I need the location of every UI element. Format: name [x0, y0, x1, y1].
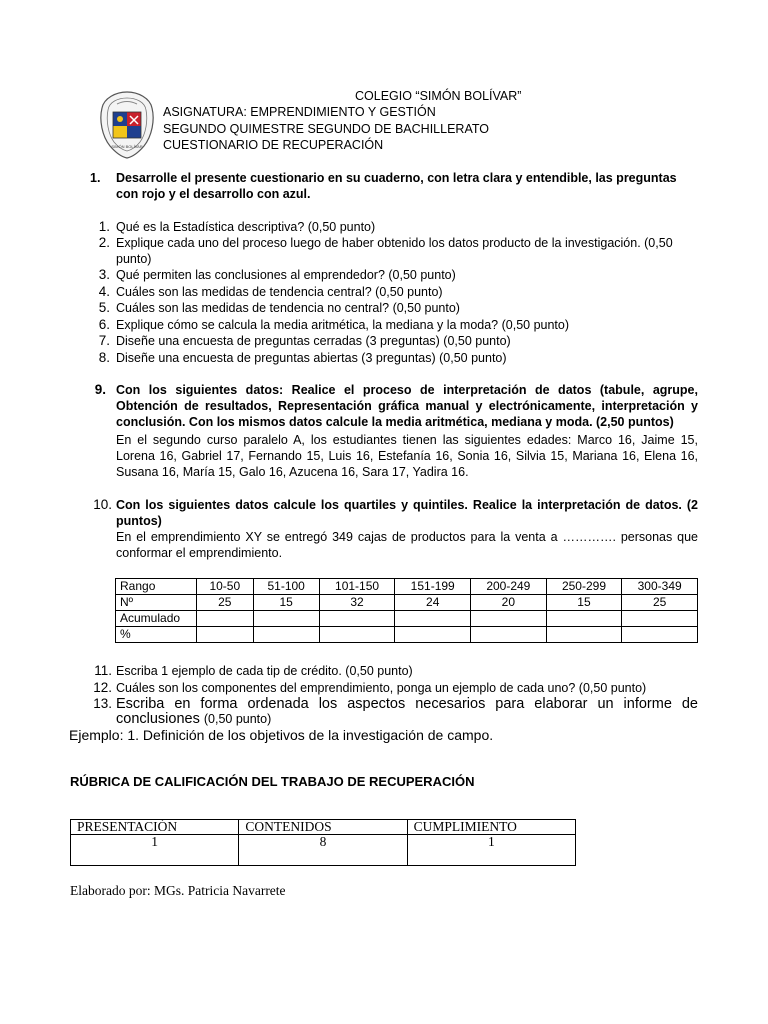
- empty-cell: [622, 627, 698, 643]
- question-text: Escriba 1 ejemplo de cada tip de crédito. (0,50 punto): [116, 664, 413, 678]
- rubric-value: 8: [239, 835, 407, 866]
- question-9-instruction: Con los siguientes datos: Realice el proceso de interpretación de datos (tabule, agrupe, Obtención de resultados, Representación gráfica manual y electrónicamente, interpretación y conclusión. Con los mismos datos calcule la media aritmética, mediana y moda. (2,50 puntos): [116, 383, 698, 429]
- rubric-header: CUMPLIMIENTO: [407, 820, 575, 835]
- rubric-header: PRESENTACIÓN: [71, 820, 239, 835]
- empty-cell: [471, 627, 547, 643]
- range-cell: 300-349: [622, 579, 698, 595]
- question-number: 6.: [98, 316, 110, 332]
- question-text: Diseñe una encuesta de preguntas cerradas (3 preguntas) (0,50 punto): [116, 334, 511, 348]
- instruction-text: Desarrolle el presente cuestionario en su cuaderno, con letra clara y entendible, las preguntas con rojo y el desarrollo con azul.: [116, 171, 677, 201]
- empty-cell: [622, 611, 698, 627]
- range-cell: 10-50: [197, 579, 254, 595]
- question-item: [90, 284, 698, 301]
- empty-cell: [197, 611, 254, 627]
- empty-cell: [253, 627, 319, 643]
- range-cell: 51-100: [253, 579, 319, 595]
- count-cell: 20: [471, 595, 547, 611]
- author-line: Elaborado por: MGs. Patricia Navarrete: [70, 883, 286, 898]
- question-number: 5.: [98, 300, 110, 315]
- count-cell: 15: [253, 595, 319, 611]
- question-text: Explique cómo se calcula la media aritmética, la mediana y la moda? (0,50 punto): [116, 317, 570, 332]
- question-text: Cuáles son las medidas de tendencia central? (0,50 punto): [116, 284, 443, 299]
- question-9-data: En el segundo curso paralelo A, los estudiantes tienen las siguientes edades: Marco 16, Jaime 15, Lorena 16, Gabriel 17, Fernando 15, Luis 16, Estefanía 16, Sonia 16, Silvia 15, Mariana 16, Elena 16, Susana 16, María 15, Galo 16, Azucena 16, Sara 17, Yadira 16.: [116, 433, 698, 479]
- logo-caption: SIMÓN BOLÍVAR: [111, 144, 143, 149]
- question-item: [90, 317, 698, 334]
- question-item: [90, 300, 698, 317]
- rubric-header: CONTENIDOS: [239, 820, 407, 835]
- row-label: %: [116, 627, 197, 643]
- empty-cell: [197, 627, 254, 643]
- table-row: [116, 627, 698, 643]
- empty-cell: [546, 611, 622, 627]
- range-cell: 200-249: [471, 579, 547, 595]
- document-title: CUESTIONARIO DE RECUPERACIÓN: [163, 138, 384, 152]
- period-line: SEGUNDO QUIMESTRE SEGUNDO DE BACHILLERATO: [163, 122, 489, 136]
- empty-cell: [319, 611, 395, 627]
- empty-cell: [546, 627, 622, 643]
- question-text: Qué es la Estadística descriptiva? (0,50 punto): [116, 220, 376, 234]
- example-line: Ejemplo: 1. Definición de los objetivos de la investigación de campo.: [69, 727, 494, 743]
- question-10-number: 10.: [93, 497, 112, 512]
- question-10-instruction: Con los siguientes datos calcule los quartiles y quintiles. Realice la interpretación de datos. (2 puntos): [116, 498, 698, 528]
- question-number: 8.: [98, 349, 110, 365]
- question-item: [90, 350, 698, 367]
- question-list: [90, 219, 698, 366]
- question-13-points: (0,50 punto): [203, 712, 272, 726]
- empty-cell: [471, 611, 547, 627]
- question-text: Diseñe una encuesta de preguntas abiertas (3 preguntas) (0,50 punto): [116, 350, 507, 365]
- rubric-title: RÚBRICA DE CALIFICACIÓN DEL TRABAJO DE RECUPERACIÓN: [70, 774, 475, 789]
- row-label: Rango: [116, 579, 197, 595]
- range-cell: 250-299: [546, 579, 622, 595]
- count-cell: 25: [622, 595, 698, 611]
- question-item: [90, 219, 698, 235]
- question-number: 7.: [98, 333, 110, 348]
- table-row: [116, 579, 698, 595]
- question-text: Qué permiten las conclusiones al emprendedor? (0,50 punto): [116, 268, 456, 282]
- question-13-number: 13.: [93, 696, 112, 711]
- question-number: 12.: [93, 679, 112, 695]
- count-cell: 24: [395, 595, 471, 611]
- empty-cell: [253, 611, 319, 627]
- range-cell: 101-150: [319, 579, 395, 595]
- empty-cell: [319, 627, 395, 643]
- rubric-table: [70, 819, 576, 866]
- question-13-line2: [116, 711, 271, 727]
- count-cell: 15: [546, 595, 622, 611]
- question-13-line1: Escriba en forma ordenada los aspectos necesarios para elaborar un informe de: [116, 696, 698, 712]
- question-number: 3.: [98, 267, 110, 282]
- question-text: Explique cada uno del proceso luego de haber obtenido los datos producto de la investigación. (0,50 punto): [116, 236, 673, 266]
- question-item: [90, 235, 698, 267]
- question-text: Cuáles son las medidas de tendencia no central? (0,50 punto): [116, 301, 460, 315]
- question-list-b: [86, 663, 698, 696]
- instruction-number: 1.: [90, 171, 101, 185]
- question-number: 2.: [98, 235, 110, 250]
- rubric-value: 1: [407, 835, 575, 866]
- question-9-number: 9.: [94, 382, 106, 397]
- question-item: [90, 267, 698, 284]
- question-number: 1.: [98, 219, 110, 234]
- question-number: 4.: [98, 283, 110, 299]
- school-name: COLEGIO “SIMÓN BOLÍVAR”: [355, 89, 522, 103]
- row-label: Acumulado: [116, 611, 197, 627]
- question-10-data: En el emprendimiento XY se entregó 349 cajas de productos para la venta a …………. personas que conformar el emprendimiento.: [116, 530, 698, 560]
- table-row: [116, 595, 698, 611]
- question-text: Cuáles son los componentes del emprendimiento, ponga un ejemplo de cada uno? (0,50 punto): [116, 680, 647, 695]
- row-label: Nº: [116, 595, 197, 611]
- range-table: [115, 578, 698, 643]
- subject-line: ASIGNATURA: EMPRENDIMIENTO Y GESTIÓN: [163, 105, 436, 119]
- rubric-value: 1: [71, 835, 239, 866]
- count-cell: 25: [197, 595, 254, 611]
- question-number: 11.: [94, 663, 112, 678]
- count-cell: 32: [319, 595, 395, 611]
- empty-cell: [395, 627, 471, 643]
- question-item: [86, 680, 698, 697]
- table-row: [116, 611, 698, 627]
- school-logo: [98, 90, 156, 160]
- question-13-word: conclusiones: [116, 711, 200, 727]
- range-cell: 151-199: [395, 579, 471, 595]
- question-item: [90, 333, 698, 350]
- empty-cell: [395, 611, 471, 627]
- table-row: [71, 820, 576, 835]
- question-item: [86, 663, 698, 680]
- table-row: [71, 835, 576, 866]
